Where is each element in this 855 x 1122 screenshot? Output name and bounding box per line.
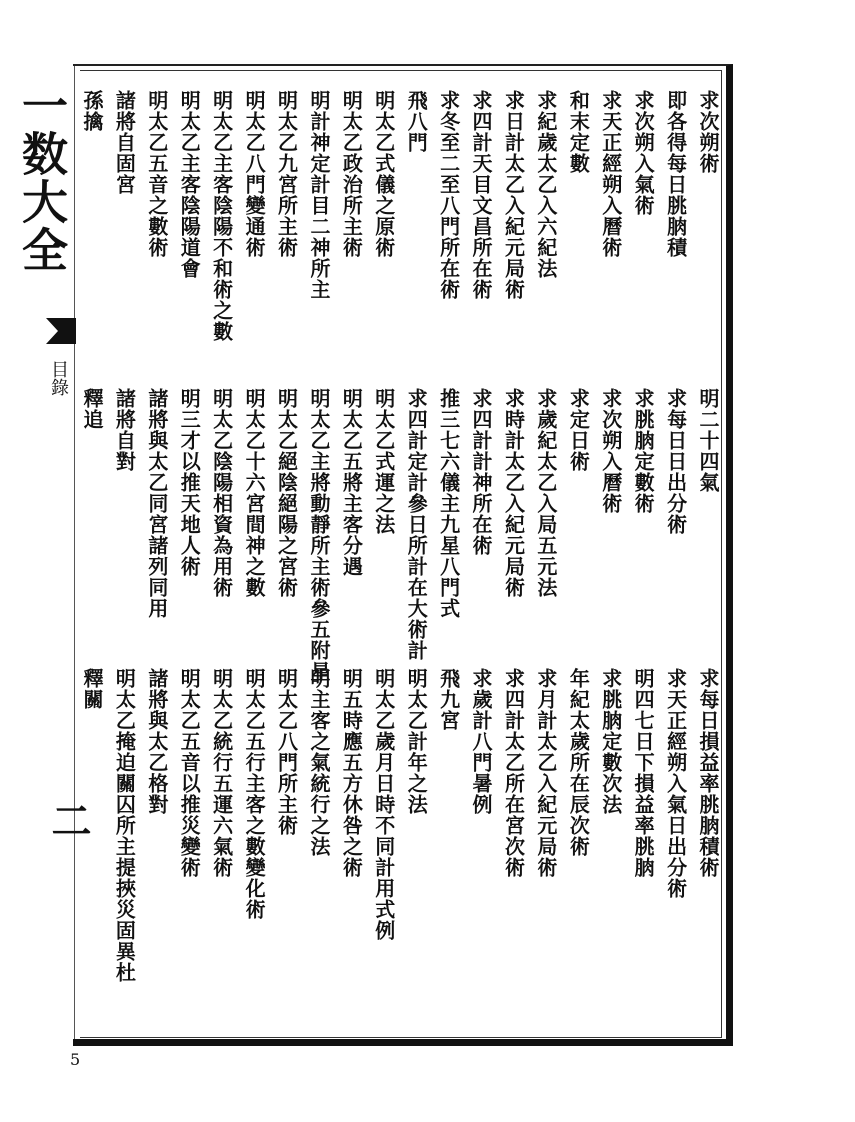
toc-entry: 釋關 <box>80 668 104 710</box>
toc-entry: 飛八門 <box>404 90 429 153</box>
toc-entry: 推三七六儀主九星八門式 <box>436 388 461 619</box>
toc-entry: 明太乙五行主客之數變化術 <box>242 668 267 920</box>
toc-entry: 求次朔術 <box>696 90 720 174</box>
register-top <box>80 90 720 350</box>
margin-book-title: 一数大全 <box>15 82 69 274</box>
toc-entry: 求日計太乙入紀元局術 <box>501 90 526 300</box>
toc-entry: 求天正經朔入曆術 <box>598 90 623 258</box>
toc-entry: 求次朔入氣術 <box>631 90 656 216</box>
toc-entry: 求次朔入曆術 <box>598 388 623 514</box>
toc-entry: 明太乙主將動靜所主術參五附星 <box>306 388 331 682</box>
register-bottom <box>80 668 720 983</box>
toc-entry: 明太乙五音以推災變術 <box>177 668 202 878</box>
toc-entry: 求天正經朔入氣日出分術 <box>663 668 688 899</box>
toc-entry: 明二十四氣 <box>696 388 720 493</box>
toc-entry: 明三才以推天地人術 <box>177 388 202 577</box>
toc-entry: 求四計定計參日所計在大術計 <box>404 388 429 661</box>
toc-entry: 求紀歲太乙入六紀法 <box>533 90 558 279</box>
toc-entry: 明五時應五方休咎之術 <box>339 668 364 878</box>
toc-entry: 明主客之氣統行之法 <box>306 668 331 857</box>
toc-entry: 即各得每日朓朒積 <box>663 90 688 258</box>
toc-entry: 明太乙五音之數術 <box>144 90 169 258</box>
toc-entry: 求歲紀太乙入局五元法 <box>533 388 558 598</box>
toc-entry: 釋追 <box>80 388 104 430</box>
toc-entry: 求朓朒定數術 <box>631 388 656 514</box>
toc-entry: 明太乙掩迫關囚所主提挾災固異杜 <box>112 668 137 983</box>
toc-entry: 諸將與太乙格對 <box>144 668 169 815</box>
toc-entry: 明太乙八門所主術 <box>274 668 299 836</box>
toc-entry: 求歲計八門暑例 <box>469 668 494 815</box>
toc-entry: 明太乙式運之法 <box>371 388 396 535</box>
toc-entry: 明太乙五將主客分遇 <box>339 388 364 577</box>
toc-entry: 求冬至二至八門所在術 <box>436 90 461 300</box>
toc-entry: 求每日日出分術 <box>663 388 688 535</box>
margin-section-label: 目錄 <box>48 360 69 396</box>
toc-entry: 明太乙歲月日時不同計用式例 <box>371 668 396 941</box>
toc-entry: 明太乙主客陰陽道會 <box>177 90 202 279</box>
toc-entry: 孫擒 <box>80 90 104 132</box>
register-middle <box>80 388 720 682</box>
toc-entry: 飛九宮 <box>436 668 461 731</box>
toc-entry: 明太乙計年之法 <box>404 668 429 815</box>
toc-entry: 求四計計神所在術 <box>469 388 494 556</box>
toc-entry: 諸將自固宮 <box>112 90 137 195</box>
toc-entry: 諸將自對 <box>112 388 137 472</box>
toc-entry: 求每日損益率朓朒積術 <box>696 668 720 878</box>
toc-entry: 求朓朒定數次法 <box>598 668 623 815</box>
toc-entry: 明計神定計目二神所主 <box>306 90 331 300</box>
margin-leaf-number: 二 <box>45 800 92 840</box>
toc-entry: 明太乙絕陰絕陽之宮術 <box>274 388 299 598</box>
toc-entry: 明太乙式儀之原術 <box>371 90 396 258</box>
toc-entry: 明太乙八門變通術 <box>242 90 267 258</box>
toc-entry: 明太乙十六宮間神之數 <box>242 388 267 598</box>
toc-entry: 求四計太乙所在宮次術 <box>501 668 526 878</box>
toc-entry: 明太乙九宮所主術 <box>274 90 299 258</box>
toc-entry: 明太乙主客陰陽不和術之數 <box>209 90 234 342</box>
page-number: 5 <box>70 1050 81 1069</box>
toc-entry: 求月計太乙入紀元局術 <box>533 668 558 878</box>
toc-entry: 和末定數 <box>566 90 591 174</box>
toc-entry: 年紀太歲所在辰次術 <box>566 668 591 857</box>
toc-entry: 明太乙政治所主術 <box>339 90 364 258</box>
toc-entry: 求時計太乙入紀元局術 <box>501 388 526 598</box>
toc-entry: 明太乙陰陽相資為用術 <box>209 388 234 598</box>
toc-entry: 明太乙統行五運六氣術 <box>209 668 234 878</box>
toc-entry: 諸將與太乙同宮諸列同用 <box>144 388 169 619</box>
toc-entry: 明四七日下損益率朓朒 <box>631 668 656 878</box>
toc-entry: 求四計天目文昌所在術 <box>469 90 494 300</box>
toc-entry: 求定日術 <box>566 388 591 472</box>
fish-tail-mark <box>46 318 76 344</box>
